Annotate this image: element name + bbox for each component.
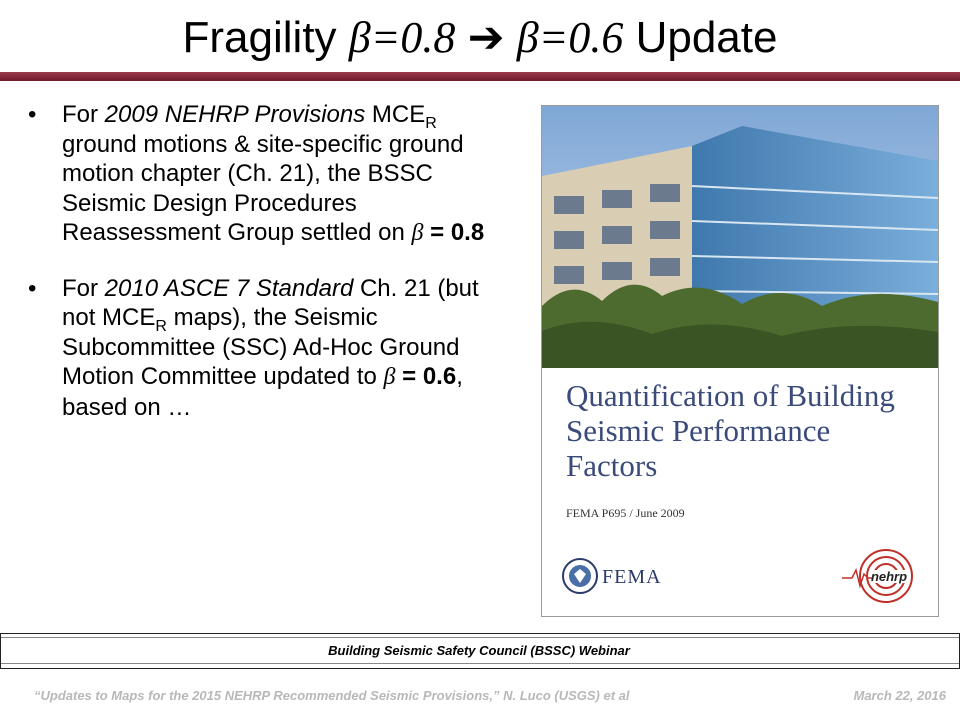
office-building-photo <box>542 106 938 368</box>
dhs-seal-icon <box>562 558 598 594</box>
bullet-dot-icon: • <box>28 101 37 128</box>
bullet-item-asce <box>28 274 498 423</box>
bullet-dot-icon: • <box>28 274 37 302</box>
cover-title: Quantification of Building Seismic Performance Factors <box>566 378 895 483</box>
title-suffix: Update <box>623 13 778 62</box>
beta-symbol: β <box>411 220 424 246</box>
title-prefix: Fragility <box>182 13 349 62</box>
title-divider <box>0 72 960 81</box>
subscript-r: R <box>155 317 167 335</box>
bullet-text: ground motions & site-specific ground motion chapter (Ch. 21), the BSSC Seismic Design Procedures Reassessment Group settled on <box>62 130 464 246</box>
bullet-emphasis: 2010 ASCE 7 Standard <box>104 274 354 302</box>
beta-value: = 0.8 <box>423 219 485 246</box>
bullet-list <box>28 100 498 447</box>
bullet-item-nehrp <box>28 100 498 249</box>
footer-webinar-label: Building Seismic Safety Council (BSSC) Webinar <box>328 643 630 658</box>
bullet-emphasis: 2009 NEHRP Provisions <box>104 101 366 128</box>
bullet-text: For <box>62 274 105 302</box>
bullet-text: For <box>62 101 105 128</box>
arrow-right-icon: ➔ <box>467 13 505 62</box>
footer-date: March 22, 2016 <box>853 688 946 703</box>
nehrp-logo-text: nehrp <box>870 569 908 584</box>
bullet-text: MCE <box>365 101 426 128</box>
slide-title <box>0 8 960 68</box>
report-cover-image <box>541 105 939 617</box>
footer-citation: “Updates to Maps for the 2015 NEHRP Recommended Seismic Provisions,” N. Luco (USGS) et al <box>34 688 630 703</box>
beta-symbol: β <box>383 364 396 390</box>
nehrp-logo-icon <box>842 546 922 606</box>
beta-value: = 0.6 <box>395 363 457 390</box>
subscript-r: R <box>425 114 437 132</box>
title-from-symbol: β=0.8 <box>348 13 456 62</box>
fema-wordmark: FEMA <box>602 566 662 588</box>
title-to-symbol: β=0.6 <box>516 13 624 62</box>
cover-subtitle: FEMA P695 / June 2009 <box>566 506 685 520</box>
bullet-text: , based on … <box>62 363 463 421</box>
bullet-text: maps), the Seismic Subcommittee (SSC) Ad-Hoc Ground Motion Committee updated to <box>62 304 460 390</box>
bullet-text: Ch. 21 (but not MCE <box>62 274 479 331</box>
